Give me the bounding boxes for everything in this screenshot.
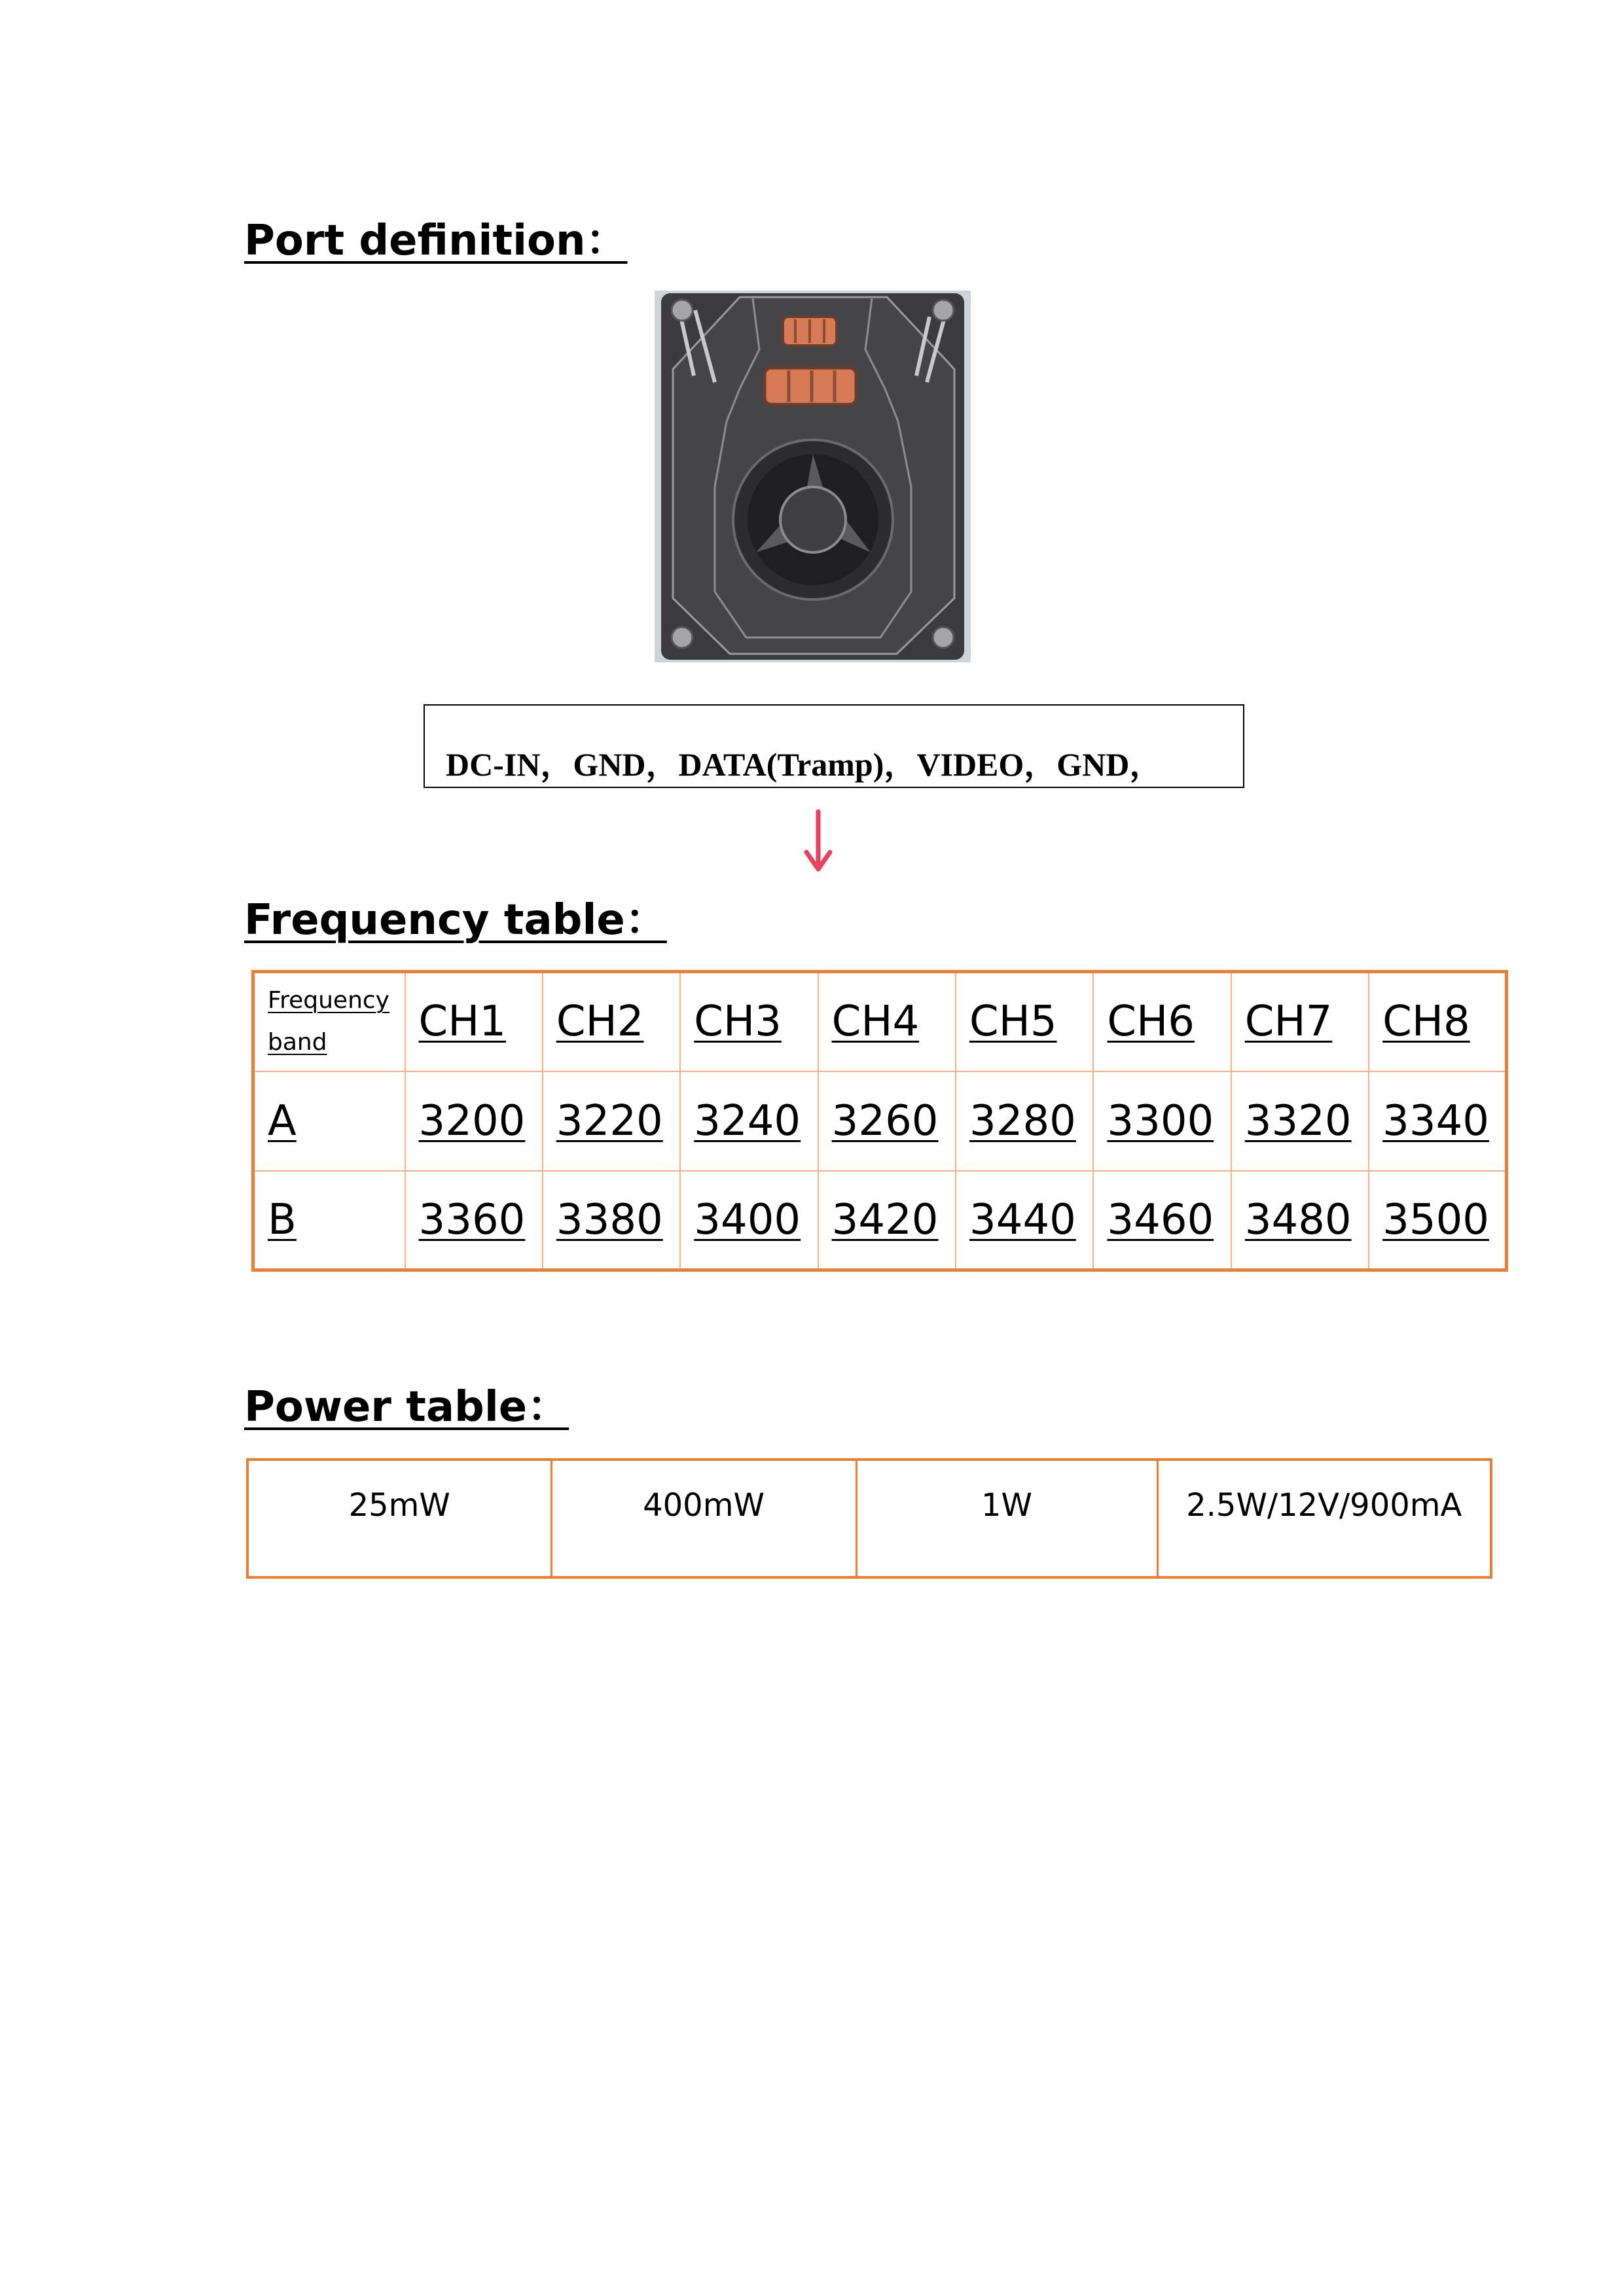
power-cell: 2.5W/12V/900mA xyxy=(1157,1460,1491,1577)
freq-cell: 3360 xyxy=(405,1171,543,1270)
port-pinout-label: DC-IN，GND，DATA(Tramp)，VIDEO，GND， xyxy=(446,746,1163,783)
frequency-table xyxy=(251,970,1508,1272)
freq-cell: 3340 xyxy=(1369,1071,1506,1171)
freq-cell: 3380 xyxy=(543,1171,680,1270)
freq-cell: 3220 xyxy=(543,1071,680,1171)
table-row xyxy=(253,1171,1507,1270)
down-arrow-icon xyxy=(802,809,835,874)
freq-cell: 3460 xyxy=(1093,1171,1231,1270)
power-table xyxy=(246,1458,1492,1579)
header-cell-band: Frequency band xyxy=(253,972,405,1071)
header-cell-ch7: CH7 xyxy=(1231,972,1369,1071)
freq-cell: 3480 xyxy=(1231,1171,1369,1270)
freq-cell: 3420 xyxy=(818,1171,956,1270)
table-row xyxy=(253,972,1507,1071)
header-cell-ch4: CH4 xyxy=(818,972,956,1071)
freq-cell: 3400 xyxy=(680,1171,818,1270)
header-cell-ch1: CH1 xyxy=(405,972,543,1071)
power-cell: 1W xyxy=(856,1460,1157,1577)
freq-cell: 3440 xyxy=(956,1171,1093,1270)
freq-cell: 3280 xyxy=(956,1071,1093,1171)
freq-cell: 3300 xyxy=(1093,1071,1231,1171)
freq-cell: 3260 xyxy=(818,1071,956,1171)
power-cell: 400mW xyxy=(551,1460,856,1577)
table-row xyxy=(247,1460,1491,1577)
header-cell-ch5: CH5 xyxy=(956,972,1093,1071)
power-table-heading: Power table： xyxy=(244,1383,569,1431)
port-definition-heading: Port definition： xyxy=(244,217,628,265)
freq-cell: 3500 xyxy=(1369,1171,1506,1270)
header-cell-ch3: CH3 xyxy=(680,972,818,1071)
table-row xyxy=(253,1071,1507,1171)
vtx-device-photo xyxy=(655,291,971,662)
header-cell-ch6: CH6 xyxy=(1093,972,1231,1071)
band-cell-b: B xyxy=(253,1171,405,1270)
band-cell-a: A xyxy=(253,1071,405,1171)
header-cell-ch2: CH2 xyxy=(543,972,680,1071)
frequency-table-heading: Frequency table： xyxy=(244,896,667,944)
freq-cell: 3320 xyxy=(1231,1071,1369,1171)
power-cell: 25mW xyxy=(247,1460,551,1577)
freq-cell: 3200 xyxy=(405,1071,543,1171)
header-cell-ch8: CH8 xyxy=(1369,972,1506,1071)
port-pinout-box xyxy=(424,704,1244,788)
freq-cell: 3240 xyxy=(680,1071,818,1171)
